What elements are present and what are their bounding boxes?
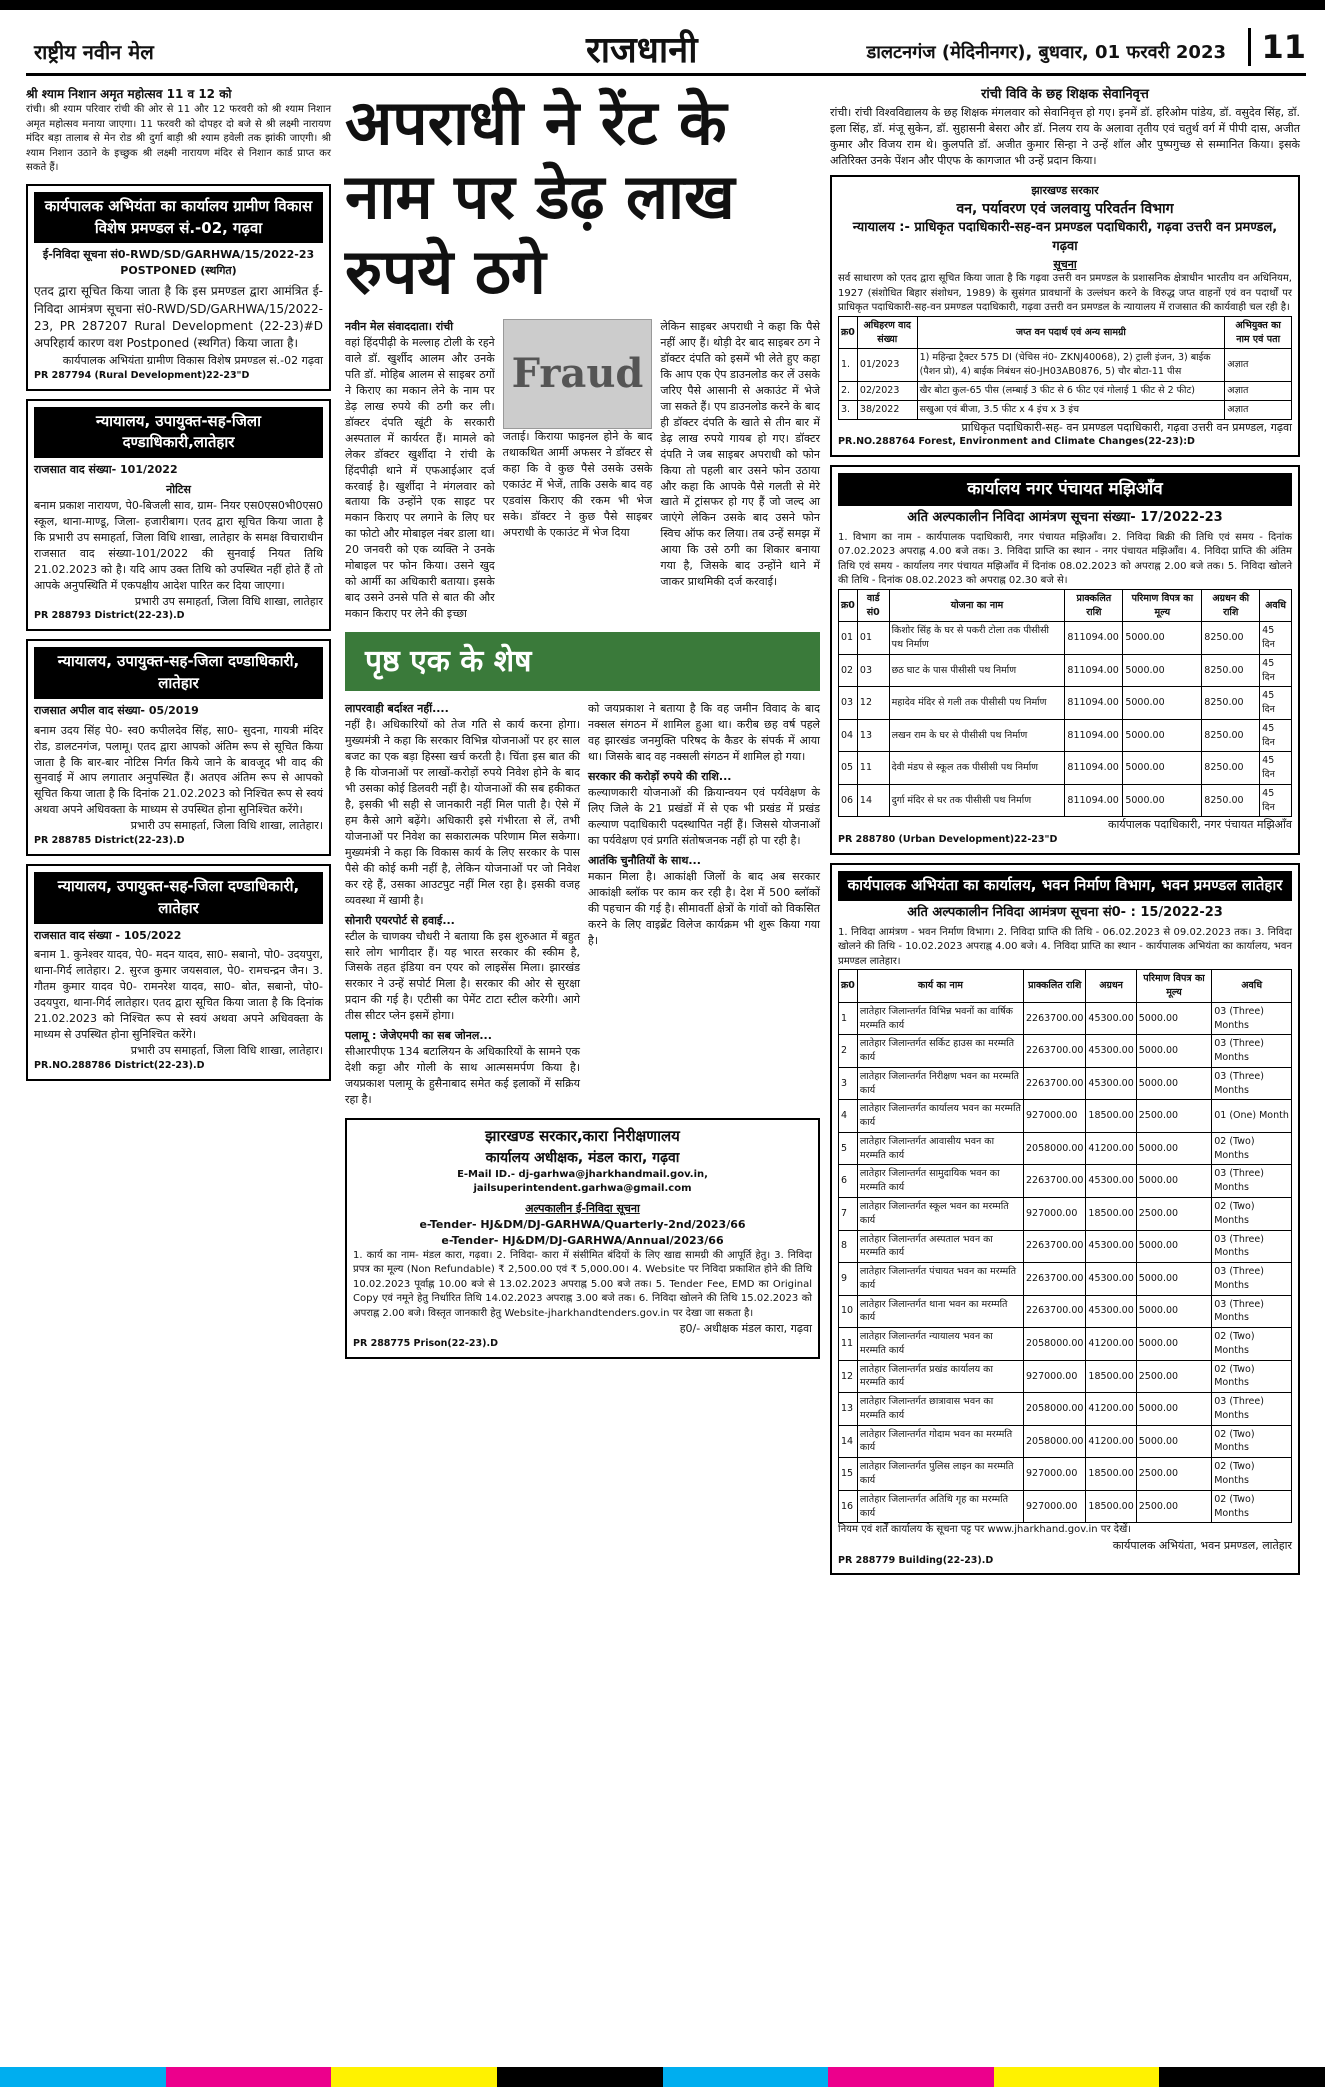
table-cell: 12 [857,687,889,720]
news-title: श्री श्याम निशान अमृत महोत्सव 11 व 12 को [26,87,232,101]
table-row [839,654,1292,687]
column-header: अग्रधन [1086,970,1136,1003]
table-cell: 03 (Three) Months [1212,1035,1292,1068]
notice-footer: नियम एवं शर्तें कार्यालय के सूचना पट्ट पर www.jharkhand.gov.in पर देखें। [838,1524,1132,1536]
table-row [839,719,1292,752]
table-cell: लातेहार जिलान्तर्गत अतिथि गृह का मरम्मति कार्य [857,1490,1023,1523]
table-cell: 2500.00 [1136,1490,1211,1523]
table-row [839,1360,1292,1393]
table-row [839,1132,1292,1165]
notice-body: 1. निविदा आमंत्रण - भवन निर्माण विभाग। 2. निविदा प्राप्ति की तिथि - 06.02.2023 से 09.02.2023 तक। 3. निविदा खोलने की तिथि - 10.02.2023 अपराह्न 4.00 बजे। 4. निविदा प्राप्ति का स्थान - कार्यपालक अभियंता का कार्यालय, भवन प्रमण्डल लातेहार। [838,926,1292,967]
column-header: जप्त वन पदार्थ एवं अन्य सामग्री [917,316,1225,349]
color-swatch [331,2067,497,2087]
shesh-title: सोनारी एयरपोर्ट से हवाई... [345,913,455,927]
notice-body: एतद द्वारा सूचित किया जाता है कि इस प्रमण्डल द्वारा आमंत्रित ई-निविदा आमंत्रण सूचना सं0-RWD/SD/GARHWA/15/2022-23, PR 287207 Rural Development (22-23)#D अपरिहार्य कारण वश Postponed (स्थगित) किया जाता है। [34,284,323,351]
table-cell: 2. [839,382,858,401]
table-row [839,1002,1292,1035]
notice-label: नोटिस [166,482,191,496]
news-body: रांची। रांची विश्वविद्यालय के छह शिक्षक मंगलवार को सेवानिवृत्त हो गए। इनमें डॉ. हरिओम पांडेय, डॉ. वसुदेव सिंह, डॉ. इला सिंह, डॉ. मंजू सुकेन, डॉ. सुहासनी बेसरा और डॉ. निलय राय के अलावा तृतीय एवं चतुर्थ वर्ग में पीपी दास, अजीत कुमार और विजय राम थे। कुलपति डॉ. अजीत कुमार सिन्हा ने उन्हें शॉल और पुष्पगुच्छ से सम्मानित किया। इसके अतिरिक्त उनके पेंशन और पीएफ के कागजात भी उन्हें प्रदान किया। [830,105,1300,167]
table-cell: 04 [839,719,858,752]
table-cell: 5000.00 [1136,1425,1211,1458]
table-cell: 811094.00 [1065,622,1123,655]
table-cell: 927000.00 [1024,1100,1086,1133]
table-cell: 927000.00 [1024,1360,1086,1393]
table-cell: 5000.00 [1123,622,1202,655]
color-swatch [828,2067,994,2087]
table-cell: 8250.00 [1202,687,1260,720]
notice-heading: न्यायालय, उपायुक्त-सह-जिला दण्डाधिकारी,लातेहार [34,407,323,459]
table-cell: लातेहार जिलान्तर्गत कार्यालय भवन का मरम्मति कार्य [857,1100,1023,1133]
table-cell: 2500.00 [1136,1197,1211,1230]
column-header: अवधि [1212,970,1292,1003]
table-cell: 41200.00 [1086,1393,1136,1426]
table-cell: 5000.00 [1136,1263,1211,1296]
table-cell: लातेहार जिलान्तर्गत अस्पताल भवन का मरम्मति कार्य [857,1230,1023,1263]
table-cell: 45 दिन [1260,622,1292,655]
shesh-body: कल्याणकारी योजनाओं की क्रियान्वयन एवं पर्यवेक्षण के लिए जिले के 21 प्रखंडों में से एक भी प्रखंड में प्रखंड कल्याण पदाधिकारी पदस्थापित नहीं हैं। जिससे योजनाओं का पर्यवेक्षण एवं प्रगति संतोषजनक नहीं हो पा रही है। [588,786,820,847]
color-swatch [497,2067,663,2087]
pr-number: PR 288779 Building(22-23).D [838,1554,994,1566]
table-cell: 38/2022 [857,400,917,419]
shesh-body: नहीं है। अधिकारियों को तेज गति से कार्य करना होगा। मुख्यमंत्री ने कहा कि सरकार विभिन्न योजनाओं पर हर साल बजट का एक बड़ा हिस्सा खर्च करती है। चिंता इस बात की है कि योजनाओं पर लाखों-करोड़ों रुपये निवेश होने के बाद भी उसका कोई डिलवरी नहीं है। योजनाओं की सब हकीकत है, इसकी भी सही से जानकारी नहीं मिल पाती है। ऐसे में हम कैसे आगे बढ़ेंगे। अधिकारी इसे गंभीरता से लें, तभी योजनाओं पर निवेश का सकारात्मक परिणाम मिल सकेगा। मुख्यमंत्री ने कहा कि विकास कार्य के लिए सरकार के पास पैसे की कोई कमी नहीं है, लेकिन योजनाओं पर जो निवेश कर रहे हैं, उसका आउटपुट नहीं मिल रहा है। इसकी वजह व्यवस्था में खामी है। [345,718,580,907]
notice-signature: प्रभारी उप समाहर्ता, जिला विधि शाखा, लातेहार। [130,1044,323,1058]
notice-signature: प्रभारी उप समाहर्ता, जिला विधि शाखा, लातेहार। [130,819,323,833]
table-cell: लखन राम के घर से पीसीसी पथ निर्माण [889,719,1065,752]
table-cell: 02/2023 [857,382,917,401]
column-header: क्र0 [839,589,858,622]
table-cell: 02 (Two) Months [1212,1197,1292,1230]
table-cell: 7 [839,1197,858,1230]
lead-headline: अपराधी ने रेंट के नाम पर डेढ़ लाख रुपये ठगे [345,86,735,308]
notice-signature: प्रभारी उप समाहर्ता, जिला विधि शाखा, लातेहार [134,594,323,608]
table-cell: 2500.00 [1136,1100,1211,1133]
column-header: परिमाण विपत्र का मूल्य [1123,589,1202,622]
table-cell: 927000.00 [1024,1490,1086,1523]
table-cell: 45 दिन [1260,654,1292,687]
tender-postponed-notice [26,184,331,391]
table-cell: 5000.00 [1123,752,1202,785]
table-cell: 8250.00 [1202,784,1260,817]
column-header: प्राक्कलित राशि [1024,970,1086,1003]
shesh-title: पलामू : जेजेएमपी का सब जोनल... [345,1029,492,1043]
table-cell: 5000.00 [1136,1328,1211,1361]
table-cell: 4 [839,1100,858,1133]
table-cell: 811094.00 [1065,784,1123,817]
table-cell: 03 (Three) Months [1212,1263,1292,1296]
table-cell: 3 [839,1067,858,1100]
table-cell: 6 [839,1165,858,1198]
table-cell: लातेहार जिलान्तर्गत छात्रावास भवन का मरम्मति कार्य [857,1393,1023,1426]
tender-table [838,969,1292,1523]
table-cell: 11 [839,1328,858,1361]
table-row [839,349,1292,382]
table-cell: 8 [839,1230,858,1263]
notice-body: 1. विभाग का नाम - कार्यपालक पदाधिकारी, नगर पंचायत मझिआँव। 2. निविदा बिक्री की तिथि एवं समय - दिनांक 07.02.2023 अपराह्न 4.00 बजे तक। 3. निविदा प्राप्ति का स्थान - नगर पंचायत मझिआँव। 4. निविदा प्राप्ति की अंतिम तिथि एवं समय - कार्यालय नगर पंचायत मझिआँव में दिनांक 08.02.2023 को अपराह्न 2.00 बजे तक। 5. निविदा खोलने की तिथि - दिनांक 08.02.2023 को अपराह्न 02.30 बजे से। [838,531,1292,587]
news-body: रांची। श्री श्याम परिवार रांची की ओर से 11 और 12 फरवरी को श्री श्याम निशान अमृत महोत्सव मनाया जाएगा। 11 फरवरी को दोपहर दो बजे से श्री लक्ष्मी नारायण मंदिर बड़ा तालाब से मेन रोड श्री दुर्गा बाड़ी श्री श्याम हवेली तक झांकी जाएगी। श्री श्याम निशान उठाने के इच्छुक श्री लक्ष्मी नारायण मंदिर से निशान कार्ड प्राप्त कर सकते हैं। [26,104,331,174]
table-cell: 2263700.00 [1024,1035,1086,1068]
table-cell: 03 [857,654,889,687]
table-cell: 811094.00 [1065,752,1123,785]
table-cell: 12 [839,1360,858,1393]
table-cell: 03 (Three) Months [1212,1002,1292,1035]
page-number: 11 [1248,28,1306,66]
table-cell: 02 (Two) Months [1212,1425,1292,1458]
table-cell: 18500.00 [1086,1490,1136,1523]
table-cell: 2058000.00 [1024,1425,1086,1458]
table-row [839,1490,1292,1523]
table-cell: लातेहार जिलान्तर्गत आवासीय भवन का मरम्मति कार्य [857,1132,1023,1165]
table-row [839,1458,1292,1491]
table-cell: 16 [839,1490,858,1523]
table-row [839,400,1292,419]
column-header: प्राक्कलित राशि [1065,589,1123,622]
court-notice-101 [26,399,331,632]
center-column [345,86,820,1367]
building-division-notice [830,863,1300,1575]
newspaper-logo: राष्ट्रीय नवीन मेल [34,40,154,64]
table-cell: लातेहार जिलान्तर्गत प्रखंड कार्यालय का मरम्मति कार्य [857,1360,1023,1393]
column-header: अवधि [1260,589,1292,622]
column-header: अधिहरण वाद संख्या [857,316,917,349]
shesh-body: को जयप्रकाश ने बताया है कि वह जमीन विवाद के बाद नक्सल संगठन में शामिल हुआ था। करीब छह वर्ष पहले वह झारखंड जनमुक्ति परिषद के कैडर के संपर्क में आया था। जिसके बाद वह नक्सली संगठन में शामिल हो गया। [588,702,820,764]
table-cell: 1. [839,349,858,382]
table-cell: 41200.00 [1086,1132,1136,1165]
top-color-strip [0,0,1325,10]
table-row [839,1263,1292,1296]
table-cell: 5000.00 [1136,1035,1211,1068]
notice-heading: न्यायालय, उपायुक्त-सह-जिला दण्डाधिकारी, लातेहार [34,872,323,924]
table-cell: 5000.00 [1136,1067,1211,1100]
lead-body-1: वहां हिंदपीढ़ी के मल्लाह टोली के रहने वाले डॉ. खुर्शीद आलम और उनके पति डॉ. मोहिब आलम से साइबर ठगों ने किराए का मकान लेने के नाम पर डेढ़ लाख रुपये की ठगी कर ली। डॉक्टर दंपति खूंटी के सरकारी अस्पताल में कार्यरत हैं। मामले को लेकर डॉक्टर खुर्शीदा ने रांची के हिंदपीढ़ी थाने में एफआईआर दर्ज करवाई है। खुर्शीदा ने मंगलवार को बताया कि उन्होंने एक साइट पर मकान किराए पर लगाने के लिए घर का फोटो और मोबाइल नंबर डाला था। 20 जनवरी को एक व्यक्ति ने उनके मोबाइल पर फोन किया। उसने खुद को आर्मी का अधिकारी बताया। इसके बाद उसने उनसे पति से बात की और मकान किराए पर लेने की इच्छा [345,336,495,621]
column-header: परिमाण विपत्र का मूल्य [1136,970,1211,1003]
table-row [839,687,1292,720]
notice-subheading: राजसात वाद संख्या- 101/2022 [34,463,178,477]
notice-heading: कार्यपालक अभियंता का कार्यालय ग्रामीण विकास विशेष प्रमण्डल सं.-02, गढ़वा [34,192,323,244]
table-cell: 02 (Two) Months [1212,1132,1292,1165]
table-cell: 18500.00 [1086,1360,1136,1393]
notice-heading: कार्यपालक अभियंता का कार्यालय, भवन निर्माण विभाग, भवन प्रमण्डल लातेहार [838,871,1292,901]
forest-notice [830,175,1300,458]
table-cell: 45300.00 [1086,1002,1136,1035]
table-cell: 2500.00 [1136,1458,1211,1491]
seizure-table [838,316,1292,420]
table-cell: 03 (Three) Months [1212,1067,1292,1100]
table-row [839,1230,1292,1263]
table-cell: 9 [839,1263,858,1296]
table-cell: लातेहार जिलान्तर्गत गोदाम भवन का मरम्मति कार्य [857,1425,1023,1458]
table-cell: 5000.00 [1123,719,1202,752]
notice-subheading: अति अल्पकालीन निविदा आमंत्रण सूचना सं0- : 15/2022-23 [907,904,1223,920]
table-cell: 10 [839,1295,858,1328]
notice-subheading: सूचना [1053,257,1077,271]
notice-signature: कार्यपालक अभियंता ग्रामीण विकास विशेष प्रमण्डल सं.-02 गढ़वा [62,353,323,367]
table-cell: 1 [839,1002,858,1035]
table-cell: 8250.00 [1202,719,1260,752]
notice-heading: कार्यालय नगर पंचायत मझिआँव [838,473,1292,506]
table-cell: 02 (Two) Months [1212,1328,1292,1361]
table-cell: 8250.00 [1202,622,1260,655]
table-cell: 45300.00 [1086,1165,1136,1198]
table-cell: 8250.00 [1202,752,1260,785]
table-cell: लातेहार जिलान्तर्गत पुलिस लाइन का मरम्मति कार्य [857,1458,1023,1491]
table-row [839,622,1292,655]
table-cell: 02 (Two) Months [1212,1490,1292,1523]
page-header [26,24,1306,76]
notice-heading: वन, पर्यावरण एवं जलवायु परिवर्तन विभाग [956,200,1174,217]
table-cell: 2 [839,1035,858,1068]
column-header: अग्रधन की राशि [1202,589,1260,622]
table-cell: 8250.00 [1202,654,1260,687]
notice-subheading: ई-निविदा सूचना सं0-RWD/SD/GARHWA/15/2022-23 POSTPONED (स्थगित) [42,248,315,278]
table-cell: 1) महिन्द्रा ट्रैक्टर 575 DI (चेचिस नं0- ZKNJ40068), 2) ट्राली इंजन, 3) बाईक (पैशन प्रो), 4) बाईक निबंधन सं0-JH03AB0876, 5) चौर बोटा-11 पीस [917,349,1225,382]
table-cell: 03 (Three) Months [1212,1165,1292,1198]
table-cell: 11 [857,752,889,785]
color-swatch [994,2067,1160,2087]
lead-body-2: जताई। किराया फाइनल होने के बाद तथाकथित आर्मी अफसर ने डॉक्टर से कहा कि वे कुछ पैसे उसके उसके एकाउंट में भेजें, ताकि उसके बाद वह एडवांस किराए की रकम भी भेज सके। डॉक्टर ने कुछ पैसे साइबर अपराधी के एकाउंट में भेज दिया [502,430,653,539]
shesh-body: स्टील के चाणक्य चौधरी ने बताया कि इस शुरुआत में बहुत सारे लोग भागीदार हैं। यह भारत सरकार की स्कीम है, जिसके तहत इंडिया वन एयर को लाइसेंस मिला। झारखंड सरकार ने उन्हें सपोर्ट मिला है। सरकार की ओर से सुरक्षा प्रदान की गई है। एटीसी का पेमेंट टाटा स्टील करेगी। आगे तीस सीटर प्लेन इसमें होगा। [345,929,580,1023]
dateline: डालटनगंज (मेदिनीनगर), बुधवार, 01 फरवरी 2023 [866,42,1226,63]
left-column [26,86,331,1089]
table-cell: 45300.00 [1086,1035,1136,1068]
table-row [839,382,1292,401]
table-cell: 2263700.00 [1024,1295,1086,1328]
table-cell: 13 [839,1393,858,1426]
table-cell: 5000.00 [1123,687,1202,720]
color-swatch [1159,2067,1325,2087]
pr-number: PR 288780 (Urban Development)22-23"D [838,834,1058,846]
table-cell: 2263700.00 [1024,1230,1086,1263]
email-line: E-Mail ID.- dj-garhwa@jharkhandmail.gov.in, jailsuperintendent.garhwa@gmail.com [457,1168,708,1195]
table-row [839,1100,1292,1133]
table-cell: छठ घाट के पास पीसीसी पथ निर्माण [889,654,1065,687]
table-cell: 2058000.00 [1024,1132,1086,1165]
table-cell: 03 [839,687,858,720]
table-cell: 15 [839,1458,858,1491]
table-cell: लातेहार जिलान्तर्गत स्कूल भवन का मरम्मति कार्य [857,1197,1023,1230]
table-cell: 18500.00 [1086,1458,1136,1491]
table-cell: 5000.00 [1136,1165,1211,1198]
table-cell: दुर्गा मंदिर से घर तक पीसीसी पथ निर्माण [889,784,1065,817]
table-cell: 2058000.00 [1024,1328,1086,1361]
right-column [830,86,1300,1583]
table-cell: 01 (One) Month [1212,1100,1292,1133]
tender-number: e-Tender- HJ&DM/DJ-GARHWA/Quarterly-2nd/2023/66 [419,1217,746,1231]
table-cell: 45300.00 [1086,1230,1136,1263]
table-cell: 3. [839,400,858,419]
table-cell: 01/2023 [857,349,917,382]
table-cell: 45300.00 [1086,1295,1136,1328]
table-cell: सखुआ एवं बीजा, 3.5 फीट x 4 इंच x 3 इंच [917,400,1225,419]
notice-heading: कार्यालय अधीक्षक, मंडल कारा, गढ़वा [485,1149,680,1166]
table-cell: लातेहार जिलान्तर्गत थाना भवन का मरम्मति कार्य [857,1295,1023,1328]
notice-subheading: राजसात वाद संख्या - 105/2022 [34,928,182,942]
shesh-body: सीआरपीएफ 134 बटालियन के अधिकारियों के सामने एक देशी कट्टा और गोली के साथ आत्मसमर्पण किया है। जयप्रकाश पलामू के हुसैनाबाद समेत कई इलाकों में सक्रिय रहा है। [345,1045,580,1106]
table-cell: लातेहार जिलान्तर्गत न्यायालय भवन का मरम्मति कार्य [857,1328,1023,1361]
notice-signature: कार्यपालक पदाधिकारी, नगर पंचायत मझिआँव [1108,818,1292,832]
table-cell: 41200.00 [1086,1425,1136,1458]
pr-number: PR 288785 District(22-23).D [34,835,185,847]
table-cell: 811094.00 [1065,687,1123,720]
notice-signature: प्राधिकृत पदाधिकारी-सह- वन प्रमण्डल पदाधिकारी, गढ़वा उत्तरी वन प्रमण्डल, गढ़वा [961,420,1292,434]
notice-signature: कार्यपालक अभियंता, भवन प्रमण्डल, लातेहार [1112,1538,1292,1552]
notice-heading: न्यायालय, उपायुक्त-सह-जिला दण्डाधिकारी, लातेहार [34,647,323,699]
lead-byline: नवीन मेल संवाददाता। रांची [345,320,454,334]
table-cell: महादेव मंदिर से गली तक पीसीसी पथ निर्माण [889,687,1065,720]
table-cell: देवी मंडप से स्कूल तक पीसीसी पथ निर्माण [889,752,1065,785]
table-cell: अज्ञात [1225,382,1292,401]
table-row [839,1165,1292,1198]
table-cell: खैर बोटा कुल-65 पीस (लम्बाई 3 फीट से 6 फीट एवं गोलाई 1 फीट से 2 फीट) [917,382,1225,401]
table-cell: 5000.00 [1123,654,1202,687]
table-cell: 03 (Three) Months [1212,1230,1292,1263]
table-cell: 5000.00 [1136,1295,1211,1328]
table-cell: 2058000.00 [1024,1393,1086,1426]
shesh-title: आतंकि चुनौतियों के साथ... [588,853,701,867]
shesh-body: मकान मिला है। आकांक्षी जिलों के बाद अब सरकार आकांक्षी ब्लॉक पर काम कर रही है। देश में 500 ब्लॉकों की पहचान की गई है। सीमावर्ती क्षेत्रों के गांवों को विकसित करने के लिए वाइब्रेंट विलेज कार्यक्रम भी शुरू किया गया है। [588,869,820,947]
table-cell: 01 [857,622,889,655]
table-cell: 45300.00 [1086,1263,1136,1296]
table-cell: 03 (Three) Months [1212,1393,1292,1426]
notice-subheading: अति अल्पकालीन निविदा आमंत्रण सूचना संख्या- 17/2022-23 [907,509,1223,525]
table-cell: 45 दिन [1260,752,1292,785]
table-cell: 5000.00 [1136,1002,1211,1035]
table-cell: लातेहार जिलान्तर्गत पंचायत भवन का मरम्मति कार्य [857,1263,1023,1296]
table-cell: 2263700.00 [1024,1002,1086,1035]
tender-table [838,589,1292,818]
table-cell: 45 दिन [1260,719,1292,752]
table-row [839,1425,1292,1458]
table-cell: 13 [857,719,889,752]
table-cell: किशोर सिंह के घर से पकरी टोला तक पीसीसी पथ निर्माण [889,622,1065,655]
table-cell: 811094.00 [1065,719,1123,752]
table-cell: 14 [839,1425,858,1458]
table-cell: 18500.00 [1086,1197,1136,1230]
color-swatch [663,2067,829,2087]
table-cell: 2263700.00 [1024,1263,1086,1296]
table-row [839,1067,1292,1100]
table-cell: 06 [839,784,858,817]
notice-subheading: अल्पकालीन ई-निविदा सूचना [525,1201,640,1215]
table-cell: 01 [839,622,858,655]
table-cell: 2500.00 [1136,1360,1211,1393]
pr-number: PR 288793 District(22-23).D [34,610,185,622]
notice-body: सर्व साधारण को एतद द्वारा सूचित किया जाता है कि गढ़वा उत्तरी वन प्रमण्डल के प्रशासनिक क्षेत्राधीन भारतीय वन अधिनियम, 1927 (संशोधित बिहार संशोधन, 1989) के सुसंगत प्रावधानों के उल्लंघन करने के विरुद्ध जप्त वाहनों एवं वन पदार्थों पर प्राधिकृत पदाधिकारी-सह-वन प्रमण्डल पदाधिकारी, गढ़वा उत्तरी वन प्रमण्डल के न्यायालय में राजसात की कार्यवाही चल रही है। [838,273,1292,314]
table-row [839,752,1292,785]
column-header: वार्ड सं0 [857,589,889,622]
table-cell: 05 [839,752,858,785]
lead-body-3: लेकिन साइबर अपराधी ने कहा कि पैसे नहीं आए हैं। थोड़ी देर बाद साइबर ठग ने डॉक्टर दंपति को इसमें भी लेते हुए कहा कि आप एक ऐप डाउनलोड कर लें उसके जरिए पैसे आसानी से अकाउंट में भेजे जा सकते हैं। एप डाउनलोड करने के बाद ही डॉक्टर दंपति के खाते से तीन बार में डेढ़ लाख रुपये गायब हो गए। डॉक्टर दंपति ने जब साइबर अपराधी को फोन किया तो पहली बार उसने फोन उठाया और कहा कि आपके पैसे गलती से मेरे खाते में ट्रांसफर हो गए हैं जो जल्द आ जाएंगे लेकिन उसके बाद उसने फोन स्विच ऑफ कर लिया। तब उन्हें समझ में आया कि उसे ठगी का शिकार बनाया गया है, जिसके बाद उन्होंने थाने में जाकर प्राथमिकी दर्ज करवाई। [660,320,820,589]
table-cell: लातेहार जिलान्तर्गत सामुदायिक भवन का मरम्मति कार्य [857,1165,1023,1198]
table-cell: अज्ञात [1225,349,1292,382]
bottom-color-strip [0,2067,1325,2087]
table-cell: 5000.00 [1136,1393,1211,1426]
table-cell: 927000.00 [1024,1197,1086,1230]
shesh-banner: पृष्ठ एक के शेष [345,632,820,692]
table-cell: लातेहार जिलान्तर्गत विभिन्न भवनों का वार्षिक मरम्मति कार्य [857,1002,1023,1035]
column-header: योजना का नाम [889,589,1065,622]
table-cell: लातेहार जिलान्तर्गत सर्किट हाउस का मरम्मति कार्य [857,1035,1023,1068]
section-title: राजधानी [586,30,698,71]
table-row [839,784,1292,817]
table-cell: 811094.00 [1065,654,1123,687]
table-cell: 02 [839,654,858,687]
table-cell: 5000.00 [1123,784,1202,817]
shesh-title: लापरवाही बर्दाश्त नहीं.... [345,702,449,716]
table-cell: 14 [857,784,889,817]
table-cell: अज्ञात [1225,400,1292,419]
pr-number: PR.NO.288786 District(22-23).D [34,1060,205,1071]
color-swatch [166,2067,332,2087]
pr-number: PR 288775 Prison(22-23).D [353,1338,498,1350]
column-header: कार्य का नाम [857,970,1023,1003]
notice-body: बनाम उदय सिंह पे0- स्व0 कपीलदेव सिंह, सा0- सुदना, गायत्री मंदिर रोड, डालटनगंज, पलामू। एतद द्वारा आपको अंतिम रूप से सूचित किया जाता है कि बार-बार नोटिस निर्गत किये जाने के बावजूद भी वाद की सुनवाई में आप लगातार अनुपस्थित हैं। अतएव अंतिम रूप से आपको सूचित किया जाता है कि दिनांक 21.02.2023 को निश्चित रूप से स्वयं अथवा अपने अधिवक्ता के माध्यम से उपस्थित होना सुनिश्चित करेंगे। [34,723,323,817]
table-cell: 03 (Three) Months [1212,1295,1292,1328]
notice-signature: ह0/- अधीक्षक मंडल कारा, गढ़वा [679,1322,812,1336]
notice-heading: न्यायालय :- प्राधिकृत पदाधिकारी-सह-वन प्रमण्डल पदाधिकारी, गढ़वा उत्तरी वन प्रमण्डल, गढ़वा [852,219,1278,254]
notice-body: बनाम 1. कुनेश्वर यादव, पे0- मदन यादव, सा0- सबानो, पो0- उदयपुरा, थाना-गिर्द लातेहार। 2. सुरज कुमार जयसवाल, पे0- रामचन्द्रन जैन। 3. गौतम कुमार यादव पे0- रामनरेश यादव, सा0- बोत, सबानो, पो0- उदयपुरा, थाना-गिर्द लातेहार। एतद द्वारा सूचित किया जाता है कि दिनांक 21.02.2023 को निश्चित रूप से स्वयं अथवा अपने अधिवक्ता के माध्यम से उपस्थित होना सुनिश्चित करेंगे। [34,948,323,1042]
table-cell: 02 (Two) Months [1212,1360,1292,1393]
notice-body: 1. कार्य का नाम- मंडल कारा, गढ़वा। 2. निविदा- कारा में संसीमित बंदियों के लिए खाद्य सामग्री की आपूर्ति हेतु। 3. निविदा प्रपत्र का मूल्य (Non Refundable) ₹ 2,500.00 एवं ₹ 5,000.00। 4. Website पर निविदा प्रकाशित होने की तिथि 10.02.2023 पूर्वाह्न 10.00 बजे से 13.02.2023 अपराह्न 5.00 बजे तक। 5. Tender Fee, EMD का Original Copy एवं नमूने हेतु निर्धारित तिथि 14.02.2023 अपराह्न 3.00 बजे तक। 6. निविदा खोलने की तिथि 15.02.2023 को अपराह्न 2.00 बजे। विस्तृत जानकारी हेतु Website-jharkhandtenders.gov.in पर देखा जा सकता है। [353,1249,812,1319]
table-row [839,1197,1292,1230]
table-cell: 41200.00 [1086,1328,1136,1361]
table-cell: 2263700.00 [1024,1165,1086,1198]
notice-body: बनाम प्रकाश नारायण, पे0-बिजली साव, ग्राम- नियर एस0एस0भी0एस0 स्कूल, थाना-माण्डू, जिला- हजारीबाग। एतद द्वारा सूचित किया जाता है कि प्रभारी उप समाहर्ता, जिला विधि शाखा, लातेहार के समक्ष विचाराधीन राजसात वाद संख्या-101/2022 की सुनवाई नियत तिथि 21.02.2023 को है। यदि आप उक्त तिथि को उपस्थित नहीं होते हैं तो आपके अनुपस्थिति में एकपक्षीय आदेश पारित कर दिया जाएगा। [34,498,323,592]
table-cell: 45 दिन [1260,687,1292,720]
fraud-photo: Fraud [503,319,653,429]
table-row [839,1393,1292,1426]
notice-heading: झारखण्ड सरकार [1031,183,1099,197]
news-title: रांची विवि के छह शिक्षक सेवानिवृत्त [981,87,1149,102]
table-cell: 2263700.00 [1024,1067,1086,1100]
shesh-title: सरकार की करोड़ों रुपये की राशि... [588,770,732,784]
tender-number: e-Tender- HJ&DM/DJ-GARHWA/Annual/2023/66 [441,1233,724,1247]
table-row [839,1295,1292,1328]
table-cell: 5000.00 [1136,1230,1211,1263]
table-row [839,1035,1292,1068]
table-cell: 45 दिन [1260,784,1292,817]
table-cell: लातेहार जिलान्तर्गत निरीक्षण भवन का मरम्मति कार्य [857,1067,1023,1100]
column-header: क्र0 [839,316,858,349]
table-cell: 927000.00 [1024,1458,1086,1491]
court-notice-05 [26,639,331,856]
nagar-panchayat-notice [830,465,1300,855]
column-header: अभियुक्त का नाम एवं पता [1225,316,1292,349]
jail-tender-notice [345,1118,820,1359]
court-notice-105 [26,864,331,1081]
notice-heading: झारखण्ड सरकार,कारा निरीक्षणालय [485,1126,680,1145]
table-cell: 5 [839,1132,858,1165]
column-header: क्र0 [839,970,858,1003]
notice-subheading: राजसात अपील वाद संख्या- 05/2019 [34,703,199,717]
color-swatch [0,2067,166,2087]
table-cell: 02 (Two) Months [1212,1458,1292,1491]
table-cell: 18500.00 [1086,1100,1136,1133]
pr-number: PR 287794 (Rural Development)22-23"D [34,369,250,381]
pr-number: PR.NO.288764 Forest, Environment and Climate Changes(22-23):D [838,436,1195,448]
table-cell: 5000.00 [1136,1132,1211,1165]
table-row [839,1328,1292,1361]
table-cell: 45300.00 [1086,1067,1136,1100]
